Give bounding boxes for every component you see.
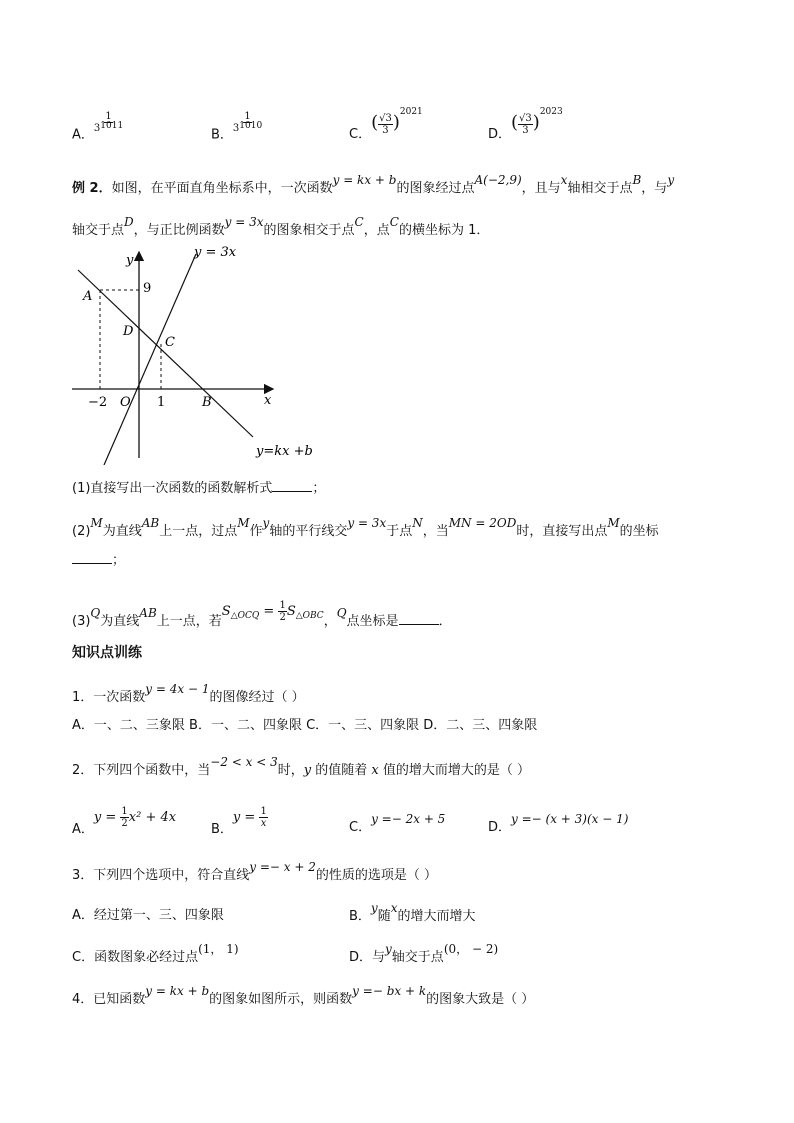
- subq-3: (3)Q为直线AB上一点，若$S_{\triangle OCQ}$ = $\frac{1}{2}$ $S_{\triangle OBC}$，Q点坐标是 ．: [72, 600, 452, 629]
- example2-line2: 轴交于点D，与正比例函数y = 3x的图象相交于点C，点C的横坐标为 1．: [72, 215, 490, 238]
- option-d: D．( $\frac{√3}{3}$ )$^{2023}$: [488, 107, 563, 142]
- option-b: B． $\frac{1}{31010}$: [211, 111, 263, 143]
- label-1: 1: [157, 395, 166, 410]
- label-d: D: [123, 324, 134, 339]
- q3-stem: 3．下列四个选项中，符合直线y =− x + 2的性质的选项是（ ）: [72, 860, 438, 883]
- q3-option-c: C．函数图象必经过点(1， 1): [72, 942, 239, 965]
- subq-2-blank: ；: [72, 551, 125, 570]
- label-9: 9: [143, 281, 152, 296]
- q1-options: A．一、二、三象限 B．一、二、四象限 C．一、三、四象限 D．二、三、四象限: [72, 718, 538, 733]
- coordinate-figure: [68, 240, 328, 465]
- label-c: C: [165, 335, 175, 350]
- q2-option-d: D．y =− (x + 3)(x − 1): [488, 812, 629, 835]
- option-a: A． $\frac{1}{31011}$: [72, 111, 124, 143]
- label-y3x: y = 3x: [194, 245, 237, 260]
- subq-1: (1)直接写出一次函数的函数解析式 ；: [72, 481, 326, 496]
- q1-stem: 1．一次函数y = 4x − 1的图像经过（ ）: [72, 682, 305, 705]
- q3-option-b: B．y随x的增大而增大: [349, 901, 476, 924]
- label-y-axis: y: [126, 253, 134, 268]
- section-heading: 知识点训练: [72, 645, 142, 661]
- line-kx-b: [78, 270, 253, 437]
- q2-option-b: B．y = $\frac{1}{x}$: [211, 806, 267, 837]
- q2-option-a: A．y = $\frac{1}{2}$ x² + 4x: [72, 806, 177, 837]
- q2-stem: 2．下列四个函数中，当−2 < x < 3时，y 的值随着 x 值的增大而增大的是（ ）: [72, 755, 530, 778]
- label-b: B: [202, 395, 212, 410]
- example2-line1: 例 2．如图，在平面直角坐标系中，一次函数y = kx + b的图象经过点A(−2,9)，且与x轴相交于点B，与y: [72, 173, 675, 196]
- q3-option-d: D．与y轴交于点(0， − 2): [349, 942, 499, 965]
- label-o: O: [120, 395, 131, 410]
- option-c: C．( $\frac{√3}{3}$ )$^{2021}$: [349, 107, 423, 142]
- label-a: A: [83, 289, 93, 304]
- q4-stem: 4．已知函数y = kx + b的图象如图所示，则函数y =− bx + k的图象大致是（ ）: [72, 984, 535, 1007]
- subq-2: (2)M为直线AB上一点，过点M作y轴的平行线交y = 3x于点N，当MN = 2OD时，直接写出点M的坐标: [72, 516, 659, 539]
- q2-option-c: C．y =− 2x + 5: [349, 812, 446, 835]
- label-x-axis: x: [264, 393, 272, 408]
- q3-option-a: A．经过第一、三、四象限: [72, 908, 224, 923]
- label-neg2: −2: [88, 395, 108, 410]
- label-ykxb: y=kx +b: [256, 444, 313, 459]
